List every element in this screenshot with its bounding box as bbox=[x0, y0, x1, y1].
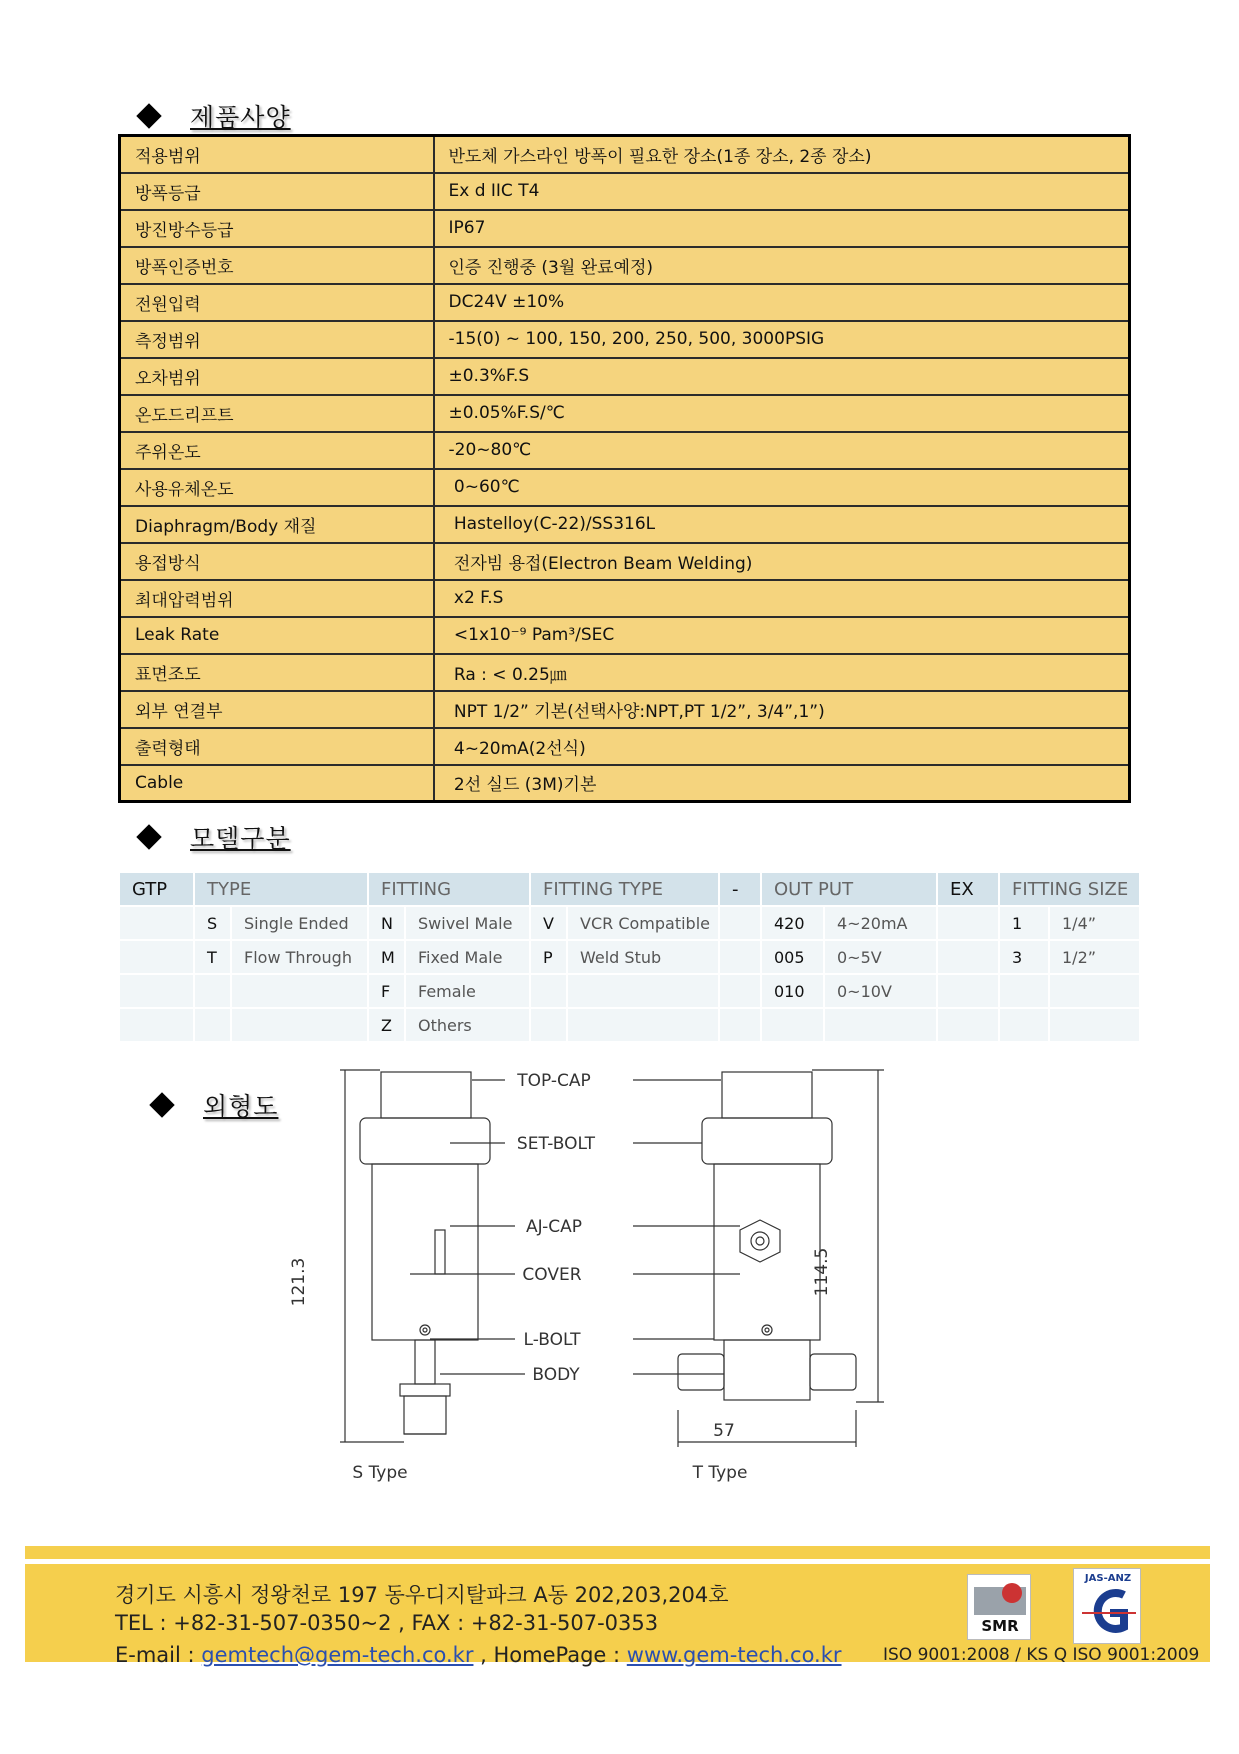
jas-anz-logo-text: JAS-ANZ bbox=[1084, 1573, 1132, 1584]
spec-key: 사용유체온도 bbox=[120, 469, 434, 506]
model-section-title bbox=[140, 819, 291, 855]
spec-value: DC24V ±10% bbox=[434, 284, 1130, 321]
spec-value: 전자빔 용접(Electron Beam Welding) bbox=[434, 543, 1130, 580]
t-body bbox=[724, 1340, 810, 1400]
model-cell: 010 bbox=[762, 975, 825, 1009]
footer bbox=[25, 1564, 1210, 1667]
model-header-cell: EX bbox=[938, 873, 1000, 907]
diamond-bullet-icon bbox=[136, 103, 161, 128]
homepage-link[interactable]: www.gem-tech.co.kr bbox=[626, 1643, 842, 1667]
t-left-fitting bbox=[678, 1354, 724, 1390]
t-top-cap bbox=[722, 1072, 812, 1118]
email-label: E-mail : bbox=[115, 1643, 202, 1667]
label-l-bolt: L-BOLT bbox=[523, 1330, 581, 1350]
dim-bottom: 57 bbox=[713, 1421, 735, 1441]
model-row bbox=[120, 1009, 1141, 1043]
spec-row bbox=[120, 173, 1130, 210]
t-set-bolt-ring bbox=[702, 1118, 832, 1164]
t-cover bbox=[714, 1164, 820, 1340]
spec-row bbox=[120, 395, 1130, 432]
model-cell bbox=[195, 975, 232, 1009]
spec-title-text: 제품사양 bbox=[190, 103, 291, 132]
spec-key: Cable bbox=[120, 765, 434, 802]
email-link[interactable]: gemtech@gem-tech.co.kr bbox=[201, 1643, 474, 1667]
t-aj-cap bbox=[740, 1220, 780, 1262]
s-nut bbox=[400, 1384, 450, 1396]
spec-value: NPT 1/2” 기본(선택사양:NPT,PT 1/2”, 3/4”,1”) bbox=[434, 691, 1130, 728]
spec-value: 인증 진행중 (3월 완료예정) bbox=[434, 247, 1130, 284]
spec-value: Ra : < 0.25㎛ bbox=[434, 654, 1130, 691]
model-cell bbox=[762, 1009, 825, 1043]
dim-right: 114.5 bbox=[812, 1247, 832, 1297]
spec-key: 출력형태 bbox=[120, 728, 434, 765]
spec-value: 4~20mA(2선식) bbox=[434, 728, 1130, 765]
outline-title-text: 외형도 bbox=[203, 1092, 279, 1121]
model-cell bbox=[568, 1009, 720, 1043]
spec-row bbox=[120, 691, 1130, 728]
model-cell: Others bbox=[406, 1009, 531, 1043]
model-cell bbox=[938, 941, 1000, 975]
model-header-cell: - bbox=[720, 873, 762, 907]
model-cell: 0~10V bbox=[825, 975, 938, 1009]
spec-value: IP67 bbox=[434, 210, 1130, 247]
model-cell bbox=[1000, 1009, 1050, 1043]
s-cover bbox=[372, 1164, 478, 1340]
model-cell bbox=[720, 907, 762, 941]
label-body: BODY bbox=[532, 1365, 580, 1385]
spec-key: 방폭인증번호 bbox=[120, 247, 434, 284]
model-cell: 1/4” bbox=[1050, 907, 1141, 941]
spec-row bbox=[120, 247, 1130, 284]
spec-row bbox=[120, 580, 1130, 617]
model-cell: 0~5V bbox=[825, 941, 938, 975]
spec-row bbox=[120, 506, 1130, 543]
s-fitting bbox=[404, 1396, 446, 1434]
spec-row bbox=[120, 543, 1130, 580]
model-title-text: 모델구분 bbox=[190, 824, 291, 853]
model-header-cell: TYPE bbox=[195, 873, 369, 907]
label-cover: COVER bbox=[522, 1265, 582, 1285]
model-cell: Z bbox=[369, 1009, 406, 1043]
model-cell: V bbox=[531, 907, 568, 941]
model-row bbox=[120, 907, 1141, 941]
model-cell bbox=[531, 975, 568, 1009]
homepage-label: , HomePage : bbox=[473, 1643, 627, 1667]
model-cell bbox=[720, 975, 762, 1009]
model-cell bbox=[720, 1009, 762, 1043]
t-l-bolt bbox=[762, 1325, 772, 1335]
spec-key: Diaphragm/Body 재질 bbox=[120, 506, 434, 543]
spec-value: 2선 실드 (3M)기본 bbox=[434, 765, 1130, 802]
spec-value: -15(0) ~ 100, 150, 200, 250, 500, 3000PSIG bbox=[434, 321, 1130, 358]
spec-key: 표면조도 bbox=[120, 654, 434, 691]
dim-left: 121.3 bbox=[289, 1257, 309, 1307]
model-cell: 3 bbox=[1000, 941, 1050, 975]
spec-row bbox=[120, 654, 1130, 691]
model-cell: N bbox=[369, 907, 406, 941]
spec-key: 주위온도 bbox=[120, 432, 434, 469]
model-cell bbox=[938, 975, 1000, 1009]
t-type-label: T Type bbox=[692, 1463, 748, 1483]
t-right-fitting bbox=[810, 1354, 856, 1390]
smr-logo bbox=[967, 1574, 1031, 1640]
s-set-bolt-ring bbox=[360, 1118, 490, 1164]
footer-tel: TEL : +82-31-507-0350~2 , FAX : +82-31-507-0353 bbox=[115, 1611, 659, 1635]
model-cell bbox=[938, 907, 1000, 941]
model-header-cell: FITTING TYPE bbox=[531, 873, 720, 907]
smr-logo-text: SMR bbox=[981, 1617, 1019, 1635]
spec-key: 최대압력범위 bbox=[120, 580, 434, 617]
spec-value: Hastelloy(C-22)/SS316L bbox=[434, 506, 1130, 543]
spec-row bbox=[120, 728, 1130, 765]
model-cell: Fixed Male bbox=[406, 941, 531, 975]
diamond-bullet-icon bbox=[136, 824, 161, 849]
model-cell: VCR Compatible bbox=[568, 907, 720, 941]
spec-key: 측정범위 bbox=[120, 321, 434, 358]
spec-row bbox=[120, 432, 1130, 469]
footer-contact bbox=[115, 1643, 842, 1667]
model-cell: Single Ended bbox=[232, 907, 369, 941]
model-cell: 1/2” bbox=[1050, 941, 1141, 975]
model-cell bbox=[1050, 1009, 1141, 1043]
s-aj-cap bbox=[435, 1230, 445, 1274]
model-cell bbox=[232, 975, 369, 1009]
s-stem bbox=[415, 1340, 435, 1384]
spec-value: Ex d IIC T4 bbox=[434, 173, 1130, 210]
spec-key: Leak Rate bbox=[120, 617, 434, 654]
spec-row bbox=[120, 469, 1130, 506]
model-header-cell: FITTING bbox=[369, 873, 531, 907]
model-cell bbox=[531, 1009, 568, 1043]
s-type-label: S Type bbox=[352, 1463, 408, 1483]
spec-row bbox=[120, 765, 1130, 802]
spec-key: 적용범위 bbox=[120, 136, 434, 173]
spec-key: 전원입력 bbox=[120, 284, 434, 321]
s-top-cap bbox=[381, 1072, 471, 1118]
model-cell bbox=[232, 1009, 369, 1043]
spec-row bbox=[120, 210, 1130, 247]
diamond-bullet-icon bbox=[149, 1092, 174, 1117]
spec-key: 방진방수등급 bbox=[120, 210, 434, 247]
spec-value: 반도체 가스라인 방폭이 필요한 장소(1종 장소, 2종 장소) bbox=[434, 136, 1130, 173]
model-cell: Flow Through bbox=[232, 941, 369, 975]
model-row bbox=[120, 941, 1141, 975]
spec-key: 외부 연결부 bbox=[120, 691, 434, 728]
spec-key: 오차범위 bbox=[120, 358, 434, 395]
model-header-row bbox=[120, 873, 1141, 907]
spec-row bbox=[120, 617, 1130, 654]
model-cell bbox=[120, 975, 195, 1009]
model-cell bbox=[120, 907, 195, 941]
model-cell bbox=[825, 1009, 938, 1043]
model-cell bbox=[120, 1009, 195, 1043]
model-cell bbox=[1050, 975, 1141, 1009]
model-cell bbox=[568, 975, 720, 1009]
model-cell: Swivel Male bbox=[406, 907, 531, 941]
footer-address: 경기도 시흥시 정왕천로 197 동우디지탈파크 A동 202,203,204호 bbox=[115, 1583, 729, 1607]
spec-value: ±0.05%F.S/℃ bbox=[434, 395, 1130, 432]
spec-value: 0~60℃ bbox=[434, 469, 1130, 506]
footer-band bbox=[25, 1546, 1210, 1559]
spec-table bbox=[118, 134, 1131, 803]
model-cell: 4~20mA bbox=[825, 907, 938, 941]
spec-row bbox=[120, 358, 1130, 395]
model-cell bbox=[195, 1009, 232, 1043]
spec-value: x2 F.S bbox=[434, 580, 1130, 617]
spec-key: 용접방식 bbox=[120, 543, 434, 580]
spec-section-title bbox=[140, 98, 291, 134]
jas-anz-logo bbox=[1073, 1568, 1141, 1644]
spec-value: <1x10⁻⁹ Pam³/SEC bbox=[434, 617, 1130, 654]
model-cell: M bbox=[369, 941, 406, 975]
outline-drawing bbox=[289, 1062, 940, 1542]
model-cell: 005 bbox=[762, 941, 825, 975]
label-top-cap: TOP-CAP bbox=[517, 1071, 591, 1091]
iso-cert-text: ISO 9001:2008 / KS Q ISO 9001:2009 bbox=[883, 1645, 1200, 1665]
model-cell: Weld Stub bbox=[568, 941, 720, 975]
model-cell bbox=[938, 1009, 1000, 1043]
model-cell bbox=[120, 941, 195, 975]
spec-row bbox=[120, 284, 1130, 321]
s-l-bolt bbox=[420, 1325, 430, 1335]
spec-value: -20~80℃ bbox=[434, 432, 1130, 469]
spec-row bbox=[120, 136, 1130, 173]
model-header-cell: FITTING SIZE bbox=[1000, 873, 1141, 907]
label-aj-cap: AJ-CAP bbox=[526, 1217, 582, 1237]
spec-key: 온도드리프트 bbox=[120, 395, 434, 432]
model-cell bbox=[720, 941, 762, 975]
spec-row bbox=[120, 321, 1130, 358]
model-cell: F bbox=[369, 975, 406, 1009]
model-table bbox=[120, 873, 1141, 1043]
model-cell: S bbox=[195, 907, 232, 941]
label-set-bolt: SET-BOLT bbox=[516, 1134, 596, 1154]
model-cell: P bbox=[531, 941, 568, 975]
spec-key: 방폭등급 bbox=[120, 173, 434, 210]
model-cell: 1 bbox=[1000, 907, 1050, 941]
model-cell: Female bbox=[406, 975, 531, 1009]
model-header-cell: GTP bbox=[120, 873, 195, 907]
outline-section-title bbox=[153, 1087, 278, 1123]
model-cell: T bbox=[195, 941, 232, 975]
model-header-cell: OUT PUT bbox=[762, 873, 938, 907]
model-cell: 420 bbox=[762, 907, 825, 941]
spec-value: ±0.3%F.S bbox=[434, 358, 1130, 395]
model-row bbox=[120, 975, 1141, 1009]
model-cell bbox=[1000, 975, 1050, 1009]
